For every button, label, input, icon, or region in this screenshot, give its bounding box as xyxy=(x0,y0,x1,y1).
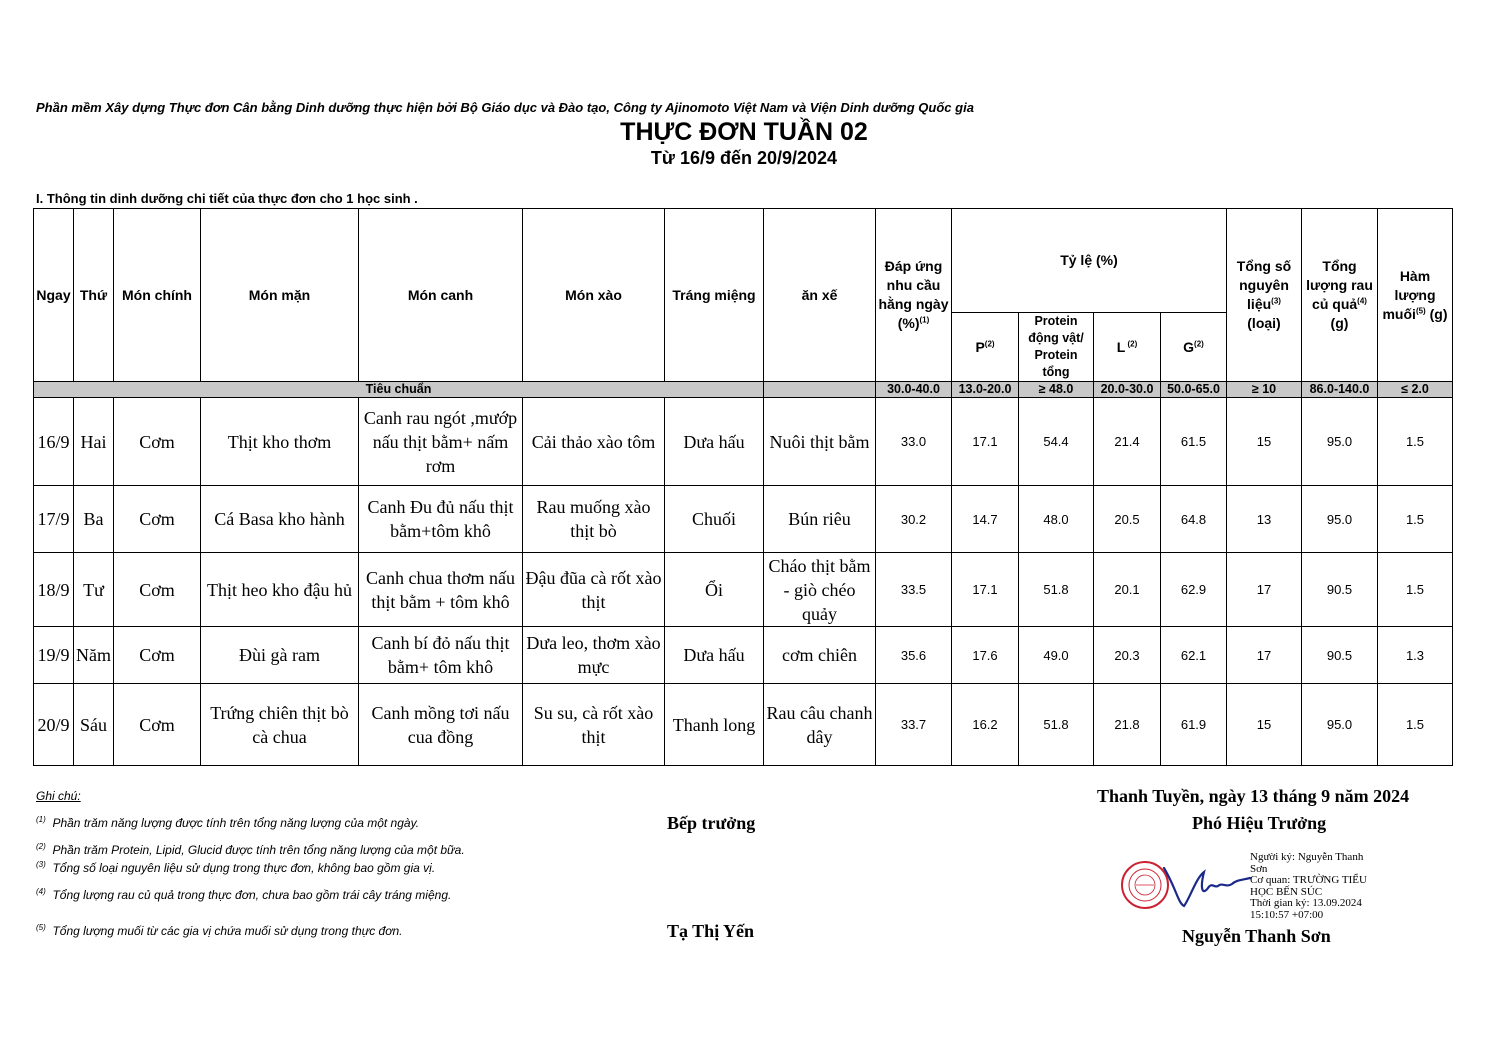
cell-p: 17.1 xyxy=(952,553,1019,627)
cell-protein: 51.8 xyxy=(1019,553,1094,627)
cell-tong-so: 17 xyxy=(1227,627,1302,684)
cell-an-xe: Bún riêu xyxy=(764,486,876,553)
note-5: $^{(5)}$ Tổng lượng muối từ các gia vị chứa muối sử dụng trong thực đơn. xyxy=(36,923,403,938)
cell-mon-canh: Canh Đu đủ nấu thịt bằm+tôm khô xyxy=(359,486,523,553)
cell-l: 20.5 xyxy=(1094,486,1161,553)
cell-g: 62.1 xyxy=(1161,627,1227,684)
cell-tong-luong: 95.0 xyxy=(1302,684,1378,766)
cell-protein: 48.0 xyxy=(1019,486,1094,553)
cell-p: 17.1 xyxy=(952,398,1019,486)
standard-value: 86.0-140.0 xyxy=(1302,382,1378,398)
table-row xyxy=(34,486,1453,553)
cell-dap-ung: 33.0 xyxy=(876,398,952,486)
cell-trang-mieng: Chuối xyxy=(665,486,764,553)
cell-dap-ung: 33.7 xyxy=(876,684,952,766)
standard-value: 30.0-40.0 xyxy=(876,382,952,398)
cell-thu: Ba xyxy=(74,486,114,553)
page-title: THỰC ĐƠN TUẦN 02 xyxy=(620,118,868,146)
cell-l: 21.4 xyxy=(1094,398,1161,486)
cell-ngay: 17/9 xyxy=(34,486,74,553)
cell-g: 61.5 xyxy=(1161,398,1227,486)
standard-empty xyxy=(764,382,876,398)
cell-mon-man: Trứng chiên thịt bò cà chua xyxy=(201,684,359,766)
cell-thu: Năm xyxy=(74,627,114,684)
menu-table xyxy=(33,208,1453,766)
header-p: $P^{(2)}$ xyxy=(952,313,1019,382)
cell-ngay: 16/9 xyxy=(34,398,74,486)
cell-mon-man: Thịt kho thơm xyxy=(201,398,359,486)
cell-mon-chinh: Cơm xyxy=(114,486,201,553)
cell-p: 17.6 xyxy=(952,627,1019,684)
cell-dap-ung: 30.2 xyxy=(876,486,952,553)
handwritten-signature-icon xyxy=(1156,858,1256,913)
header-mon-xao: Món xào xyxy=(523,209,665,382)
cell-thu: Tư xyxy=(74,553,114,627)
note-2: $^{(2)}$ Phần trăm Protein, Lipid, Glucid được tính trên tổng năng lượng của một bữa. xyxy=(36,842,465,857)
standard-value: 50.0-65.0 xyxy=(1161,382,1227,398)
cell-mon-canh: Canh rau ngót ,mướp nấu thịt bằm+ nấm rơm xyxy=(359,398,523,486)
standard-value: 13.0-20.0 xyxy=(952,382,1019,398)
page-subtitle: Từ 16/9 đến 20/9/2024 xyxy=(650,148,838,168)
cell-p: 16.2 xyxy=(952,684,1019,766)
cell-tong-luong: 95.0 xyxy=(1302,398,1378,486)
cell-muoi: 1.5 xyxy=(1378,398,1453,486)
table-row xyxy=(34,553,1453,627)
cell-trang-mieng: Dưa hấu xyxy=(665,398,764,486)
cell-g: 61.9 xyxy=(1161,684,1227,766)
header-g: $G^{(2)}$ xyxy=(1161,313,1227,382)
cell-thu: Hai xyxy=(74,398,114,486)
standard-row xyxy=(34,382,1453,398)
cell-tong-so: 15 xyxy=(1227,684,1302,766)
cell-mon-xao: Cải thảo xào tôm xyxy=(523,398,665,486)
place-date: Thanh Tuyền, ngày 13 tháng 9 năm 2024 xyxy=(1097,786,1410,806)
cell-protein: 54.4 xyxy=(1019,398,1094,486)
cell-g: 64.8 xyxy=(1161,486,1227,553)
cell-ngay: 18/9 xyxy=(34,553,74,627)
cell-dap-ung: 35.6 xyxy=(876,627,952,684)
cell-protein: 49.0 xyxy=(1019,627,1094,684)
cell-mon-man: Cá Basa kho hành xyxy=(201,486,359,553)
section-title: I. Thông tin dinh dưỡng chi tiết của thực đơn cho 1 học sinh . xyxy=(36,191,418,206)
cell-mon-xao: Rau muống xào thịt bò xyxy=(523,486,665,553)
cell-mon-canh: Canh bí đỏ nấu thịt bằm+ tôm khô xyxy=(359,627,523,684)
cell-mon-canh: Canh mồng tơi nấu cua đồng xyxy=(359,684,523,766)
digital-signature-info: Người ký: Nguyễn Thanh Sơn Cơ quan: TRƯỜNG TIỂU HỌC BẾN SÚC Thời gian ký: 13.09.2024 15:10:57 +07:00 xyxy=(1250,851,1367,921)
cell-mon-xao: Su su, cà rốt xào thịt xyxy=(523,684,665,766)
header-l: L $^{(2)}$ xyxy=(1094,313,1161,382)
table-row xyxy=(34,627,1453,684)
vp-title: Phó Hiệu Trưởng xyxy=(1192,813,1327,833)
header-ham-luong: Hàm lượng muối$^{(5)}$ (g) xyxy=(1378,209,1453,382)
cell-ngay: 19/9 xyxy=(34,627,74,684)
header-an-xe: ăn xế xyxy=(764,209,876,382)
cell-protein: 51.8 xyxy=(1019,684,1094,766)
cell-mon-chinh: Cơm xyxy=(114,553,201,627)
standard-value: 20.0-30.0 xyxy=(1094,382,1161,398)
cell-mon-canh: Canh chua thơm nấu thịt bằm + tôm khô xyxy=(359,553,523,627)
table-row xyxy=(34,398,1453,486)
cell-mon-man: Thịt heo kho đậu hủ xyxy=(201,553,359,627)
cell-dap-ung: 33.5 xyxy=(876,553,952,627)
cell-ngay: 20/9 xyxy=(34,684,74,766)
cell-tong-so: 17 xyxy=(1227,553,1302,627)
cell-mon-chinh: Cơm xyxy=(114,627,201,684)
cell-tong-so: 15 xyxy=(1227,398,1302,486)
vp-name: Nguyễn Thanh Sơn xyxy=(1182,926,1331,946)
cell-tong-so: 13 xyxy=(1227,486,1302,553)
cell-mon-chinh: Cơm xyxy=(114,684,201,766)
cell-trang-mieng: Thanh long xyxy=(665,684,764,766)
header-ngay: Ngay xyxy=(34,209,74,382)
cell-muoi: 1.5 xyxy=(1378,684,1453,766)
cell-mon-xao: Dưa leo, thơm xào mực xyxy=(523,627,665,684)
cell-muoi: 1.5 xyxy=(1378,553,1453,627)
cell-trang-mieng: Ổi xyxy=(665,553,764,627)
standard-value: ≤ 2.0 xyxy=(1378,382,1453,398)
cell-an-xe: Rau câu chanh dây xyxy=(764,684,876,766)
cell-l: 20.1 xyxy=(1094,553,1161,627)
cell-muoi: 1.5 xyxy=(1378,486,1453,553)
cell-tong-luong: 90.5 xyxy=(1302,627,1378,684)
standard-value: ≥ 10 xyxy=(1227,382,1302,398)
cell-an-xe: Nuôi thịt bằm xyxy=(764,398,876,486)
header-mon-canh: Món canh xyxy=(359,209,523,382)
header-trang-mieng: Tráng miệng xyxy=(665,209,764,382)
standard-label: Tiêu chuẩn xyxy=(34,382,764,398)
header-mon-man: Món mặn xyxy=(201,209,359,382)
header-protein: Protein động vật/ Protein tổng xyxy=(1019,313,1094,382)
menu-rows xyxy=(34,398,1453,766)
header-tong-luong: Tổng lượng rau củ quả$^{(4)}$ (g) xyxy=(1302,209,1378,382)
cell-tong-luong: 95.0 xyxy=(1302,486,1378,553)
cell-l: 21.8 xyxy=(1094,684,1161,766)
notes-title: Ghi chú: xyxy=(36,789,81,803)
cell-thu: Sáu xyxy=(74,684,114,766)
header-dap-ung: Đáp ứng nhu cầu hằng ngày (%)$^{(1)}$ xyxy=(876,209,952,382)
note-3: $^{(3)}$ Tổng số loại nguyên liệu sử dụng trong thực đơn, không bao gồm gia vị. xyxy=(36,860,436,875)
header-tong-so: Tổng số nguyên liệu$^{(3)}$ (loại) xyxy=(1227,209,1302,382)
cell-an-xe: Cháo thịt bằm - giò chéo quảy xyxy=(764,553,876,627)
cell-mon-xao: Đậu đũa cà rốt xào thịt xyxy=(523,553,665,627)
software-note: Phần mềm Xây dựng Thực đơn Cân bằng Dinh dưỡng thực hiện bởi Bộ Giáo dục và Đào tạo, Công ty Ajinomoto Việt Nam và Viện Dinh dưỡng Quốc gia xyxy=(36,100,974,115)
cell-an-xe: cơm chiên xyxy=(764,627,876,684)
cell-mon-chinh: Cơm xyxy=(114,398,201,486)
header-thu: Thứ xyxy=(74,209,114,382)
note-1: $^{(1)}$ Phần trăm năng lượng được tính trên tổng năng lượng của một ngày. xyxy=(36,815,420,830)
note-4: $^{(4)}$ Tổng lượng rau củ quả trong thực đơn, chưa bao gồm trái cây tráng miệng. xyxy=(36,887,452,902)
cell-tong-luong: 90.5 xyxy=(1302,553,1378,627)
standard-value: ≥ 48.0 xyxy=(1019,382,1094,398)
header-mon-chinh: Món chính xyxy=(114,209,201,382)
cell-trang-mieng: Dưa hấu xyxy=(665,627,764,684)
chef-title: Bếp trưởng xyxy=(667,813,756,833)
cell-l: 20.3 xyxy=(1094,627,1161,684)
cell-g: 62.9 xyxy=(1161,553,1227,627)
header-ty-le: Tỷ lệ (%) xyxy=(952,209,1227,313)
cell-muoi: 1.3 xyxy=(1378,627,1453,684)
cell-p: 14.7 xyxy=(952,486,1019,553)
table-row xyxy=(34,684,1453,766)
chef-name: Tạ Thị Yến xyxy=(667,921,755,941)
cell-mon-man: Đùi gà ram xyxy=(201,627,359,684)
